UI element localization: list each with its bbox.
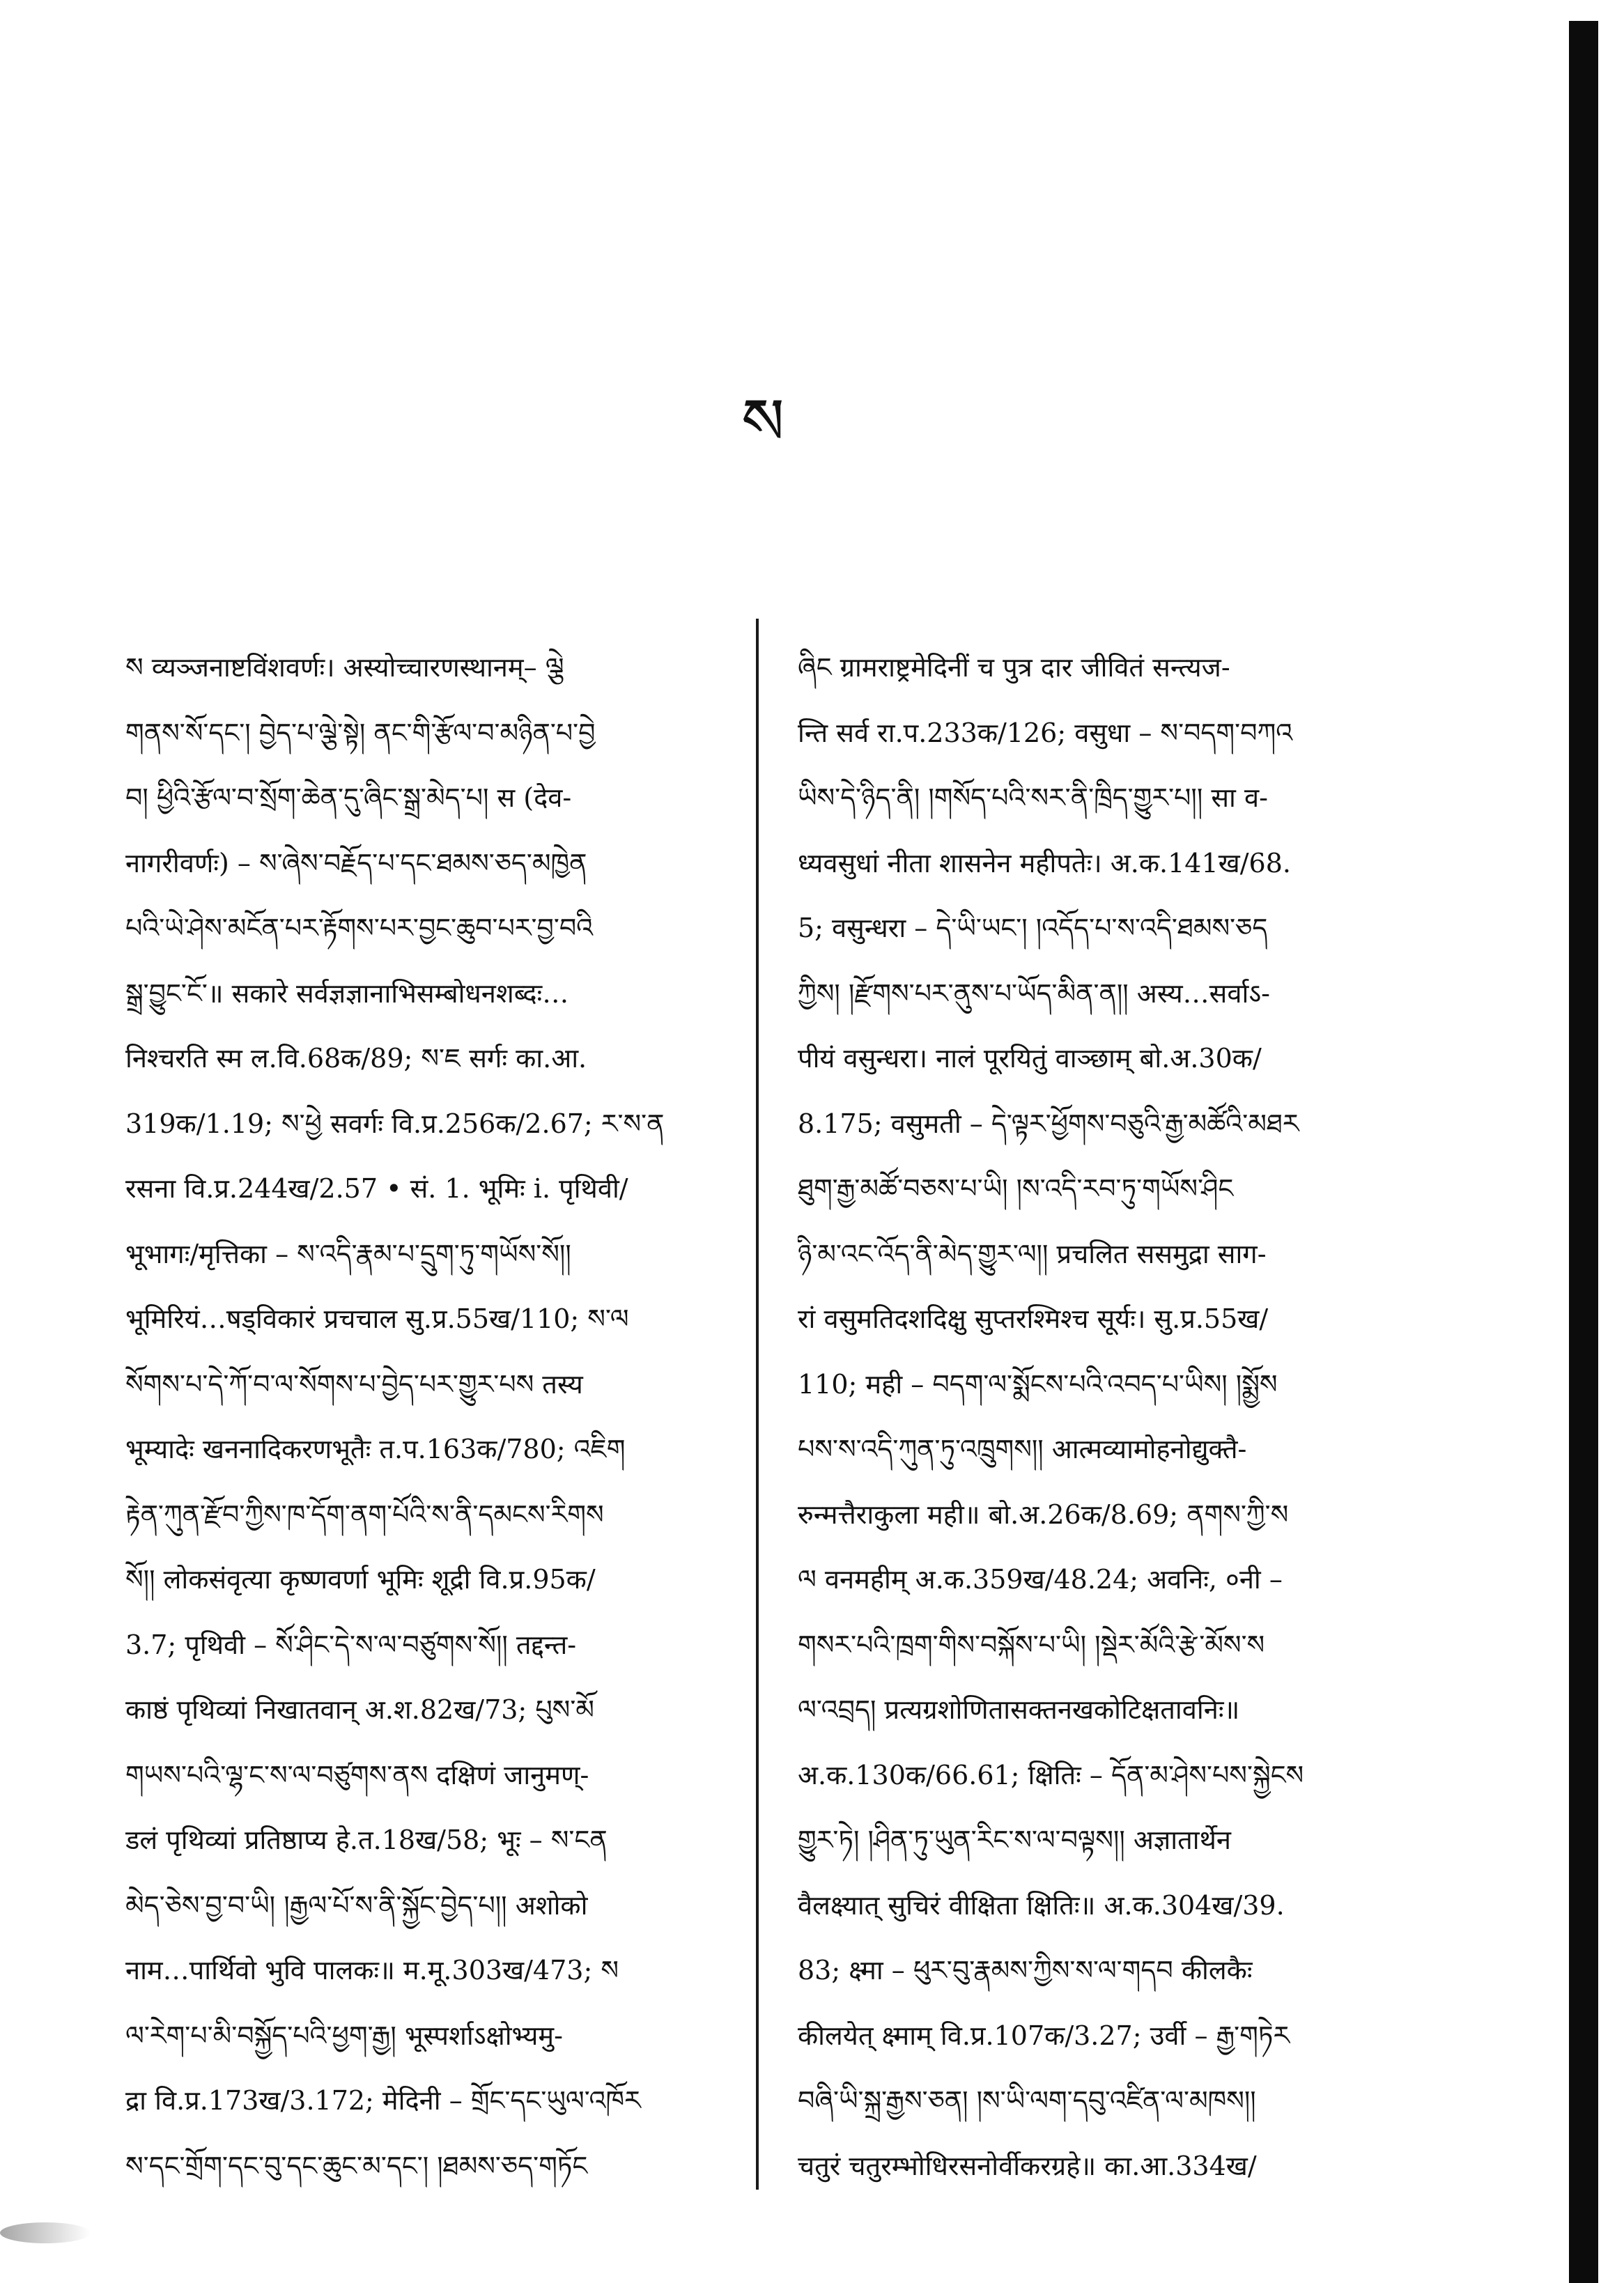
text-line: ཉི་མ་འང་འོད་ནི་མེད་གྱུར་ལ།། प्रचलित ससमुद्रा साग- [798,1238,1267,1269]
text-line: གཡས་པའི་ལྷ་ང་ས་ལ་བཙུགས་ནས दक्षिणं जानुमण्- [125,1759,589,1790]
text-line: ཀྱིས། །རྫོགས་པར་ནུས་པ་ཡོད་མིན་ན།། अस्य…सर्वाऽ- [798,977,1270,1009]
text-line: ས་དང་གྲོག་དང་བུ་དང་ཆུང་མ་དང་། །ཐམས་ཅད་གཏོང [125,2150,588,2181]
text-line: न्ति सर्व रा.प.233क/126; वसुधा – ས་བདག་བཀའ [798,717,1293,748]
text-line: ལ वनमहीम् अ.क.359ख/48.24; अवनिः, ०नी – [798,1564,1283,1595]
scan-smudge [0,2222,91,2243]
text-line: 5; वसुन्धरा – དེ་ཡི་ཡང་། །འདོད་པ་ས་འདི་ཐམས་ཅད [798,913,1268,943]
text-line: བཞི་ཡི་སྐྲ་རྒྱས་ཅན། །ས་ཡི་ལག་དབུ་འཛིན་ལ་མཁས།། [798,2085,1256,2116]
text-line: སོགས་པ་དེ་ཀོ་བ་ལ་སོགས་པ་བྱེད་པར་གྱུར་པས तस्य [125,1368,583,1400]
text-line: པས་ས་འདི་ཀུན་ཏུ་འཁྲུགས།། आत्मव्यामोहनोद्युक्तै- [798,1434,1247,1464]
text-line: चतुरं चतुरम्भोधिरसनोर्वीकरग्रहे॥ का.आ.334ख/ [798,2150,1257,2181]
text-line: ས व्यञ्जनाष्टविंशवर्णः। अस्योच्चारणस्थानम्– ལྕེ [125,652,564,683]
text-line: གྱུར་ཏེ། །ཤིན་ཏུ་ཡུན་རིང་ས་ལ་བལྟས།། अज्ञातार्थेन [798,1825,1231,1855]
text-line: कीलयेत् क्ष्माम् वि.प्र.107क/3.27; उर्वी – རྒྱ་གཏེར [798,2020,1290,2051]
text-line: भूमिरियं…षड्विकारं प्रचचाल सु.प्र.55ख/110; ས་ལ [125,1303,629,1334]
text-line: ལ་རེག་པ་མི་བསྐྱོད་པའི་ཕྱག་རྒྱ། भूस्पर्शाऽक्षोभ्यमु- [125,2020,563,2051]
text-line: 83; क्ष्मा – ཕུར་བུ་རྣམས་ཀྱིས་ས་ལ་གདབ कीलकैः [798,1955,1253,1986]
text-line: रसना वि.प्र.244ख/2.57 • सं. 1. भूमिः i. पृथिवी/ [125,1173,628,1204]
scan-edge-bar [1569,21,1598,2283]
text-line: रां वसुमतिदशदिक्षु सुप्तरश्मिश्च सूर्यः। सु.प्र.55ख/ [798,1303,1269,1334]
text-line: ཞིང ग्रामराष्ट्रमेदिनीं च पुत्र दार जीवितं सन्त्यज- [798,652,1230,683]
column-divider [756,619,759,2190]
text-line: གསར་པའི་ཁྲག་གིས་བསྐོས་པ་ཡི། །སྡེར་མོའི་རྩེ་མོས་ས [798,1629,1265,1660]
text-line: अ.क.130क/66.61; क्षितिः – དོན་མ་ཤེས་པས་སྐྱེངས [798,1759,1304,1790]
text-line: भूम्यादेः खननादिकरणभूतैः त.प.163क/780; འཇིག [125,1434,626,1464]
text-line: डलं पृथिव्यां प्रतिष्ठाप्य हे.त.18ख/58; भूः – ས་ངན [125,1825,608,1855]
text-line: ཐུག་རྒྱ་མཚོ་བཅས་པ་ཡི། །ས་འདི་རབ་ཏུ་གཡོས་ཤིང [798,1173,1234,1204]
text-line: काष्ठं पृथिव्यां निखातवान् अ.श.82ख/73; པུས་མོ [125,1694,594,1725]
text-line: བ། ཕྱིའི་རྩོལ་བ་སྲོག་ཆེན་དུ་ཞིང་སྒྲ་མེད་པ། स (देव- [125,782,572,813]
text-line: ལ་འབྲད། प्रत्यग्रशोणितासक्तनखकोटिक्षतावनिः॥ [798,1694,1240,1725]
text-line: नागरीवर्णः) – ས་ཞེས་བརྗོད་པ་དང་ཐམས་ཅད་མཁྱེན [125,847,587,879]
text-line: निश्चरति स्म ल.वि.68क/89; ས་ཇ सर्गः का.आ. [125,1043,587,1074]
section-letter: ས [741,385,785,459]
text-line: 319क/1.19; ས་ཕྱེ सवर्गः वि.प्र.256क/2.67; ར་ས་ན [125,1108,665,1139]
text-line: ཡིས་དེ་ཉིད་ནི། །གསོད་པའི་སར་ནི་ཁྲིད་གྱུར་པ།། सा व- [798,782,1268,813]
text-line: नाम…पार्थिवो भुवि पालकः॥ म.मू.303ख/473; ས [125,1955,619,1986]
text-line: སྒྲ་བྱུང་ངོ་॥ सकारे सर्वज्ञज्ञानाभिसम्बोधनशब्दः… [125,977,569,1009]
text-line: पीयं वसुन्धरा। नालं पूरयितुं वाञ्छाम् बो.अ.30क/ [798,1043,1262,1074]
left-column [125,635,738,2199]
text-line: भूभागः/मृत्तिका – ས་འདི་རྣམ་པ་དྲུག་ཏུ་གཡོས་སོ།། [125,1238,571,1269]
text-line: ध्यवसुधां नीता शासनेन महीपतेः। अ.क.141ख/68. [798,847,1291,879]
text-line: 3.7; पृथिवी – སོ་ཤིང་དེ་ས་ལ་བཙུགས་སོ།། तद्दन्त- [125,1629,577,1660]
text-line: द्रा वि.प्र.173ख/3.172; मेदिनी – གྲོང་དང་ཡུལ་འཁོར [125,2085,641,2116]
text-line: པའི་ཡེ་ཤེས་མངོན་པར་རྟོགས་པར་བྱང་ཆུབ་པར་བྱ་བའི [125,913,594,943]
text-line: རྟེན་ཀུན་རྫོབ་ཀྱིས་ཁ་དོག་ནག་པོའི་ས་ནི་དམངས་རིགས [125,1499,604,1530]
text-line: रुन्मत्तैराकुला मही॥ बो.अ.26क/8.69; ནགས་ཀྱི་ས [798,1499,1289,1530]
text-line: གནས་སོ་དང་། བྱེད་པ་ལྕེ་སྟེ། ནང་གི་རྩོལ་བ་མཉིན་པ་བྱེ [125,717,596,748]
text-line: མེད་ཅེས་བྱ་བ་ཡི། །རྒྱལ་པོ་ས་ནི་སྐྱོང་བྱེད་པ།། अशोको [125,1889,588,1921]
text-line: སོ།། लोकसंवृत्या कृष्णवर्णा भूमिः शूद्री वि.प्र.95क/ [125,1564,596,1595]
right-column [798,635,1411,2199]
text-line: 8.175; वसुमती – དེ་ལྟར་ཕྱོགས་བཅུའི་རྒྱ་མཚོའི་མཐར [798,1108,1299,1139]
text-line: वैलक्ष्यात् सुचिरं वीक्षिता क्षितिः॥ अ.क.304ख/39. [798,1889,1285,1921]
text-line: 110; मही – བདག་ལ་སྨོངས་པའི་འབད་པ་ཡིས། །སྨྱོས [798,1368,1278,1400]
